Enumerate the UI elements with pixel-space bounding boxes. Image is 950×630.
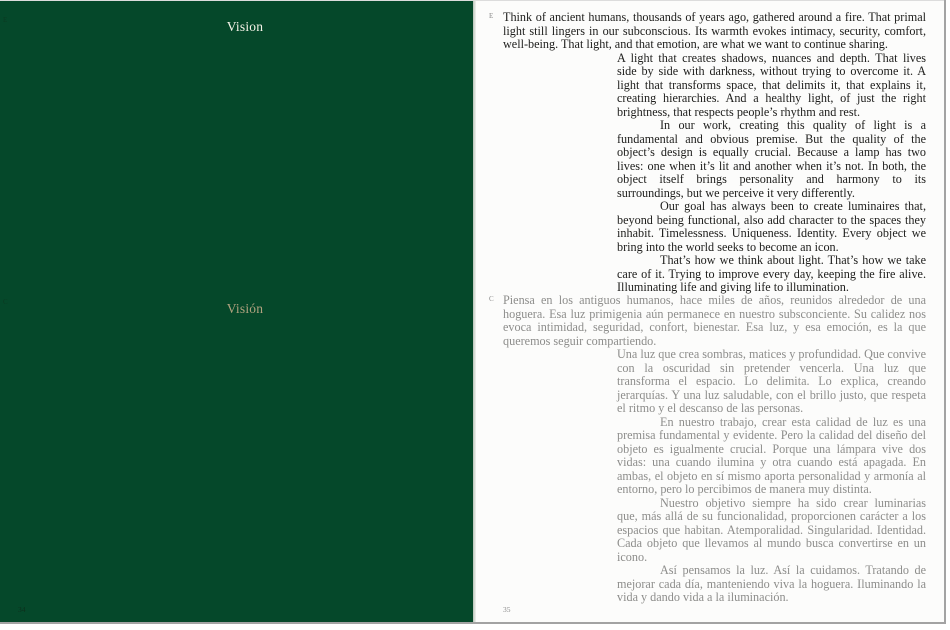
spread-top-edge bbox=[0, 0, 946, 1]
english-paragraph: That’s how we think about light. That’s how we take care of it. Trying to improve every day, keeping the fire alive. Illuminating life and giving life to illumination. bbox=[617, 253, 926, 294]
english-paragraph: Our goal has always been to create luminaires that, beyond being functional, also add character to the spaces they inhabit. Timelessness. Uniqueness. Identity. Every object we bring into the world seeks to become an icon. bbox=[617, 199, 926, 254]
english-paragraph: In our work, creating this quality of light is a fundamental and obvious premise. But the quality of the object’s design is equally crucial. Because a lamp has two lives: one when it’s lit and another when it’s not. In both, the object itself brings personality and harmony to its surroundings, but we perceive it very differently. bbox=[617, 118, 926, 200]
spanish-paragraph: Una luz que crea sombras, matices y profundidad. Que convive con la oscuridad sin pretender vencerla. Una luz que transforma el espacio. Lo delimita. Lo explica, creando jerarquías. Y una luz saludable, con el brillo justo, que respeta el ritmo y el descanso de las personas. bbox=[617, 347, 926, 415]
spanish-text-block bbox=[489, 293, 926, 605]
english-paragraph: A light that creates shadows, nuances and depth. That lives side by side with darkness, without trying to overcome it. A light that transforms space, that delimits it, that explains it, creating hierarchies. And a healthy light, of just the right brightness, that respects people’s rhythm and rest. bbox=[617, 50, 926, 119]
vision-title-spanish: Visión bbox=[226, 301, 264, 316]
left-margin-marker-spanish: C bbox=[3, 298, 8, 306]
spanish-indented-block bbox=[617, 348, 926, 605]
spread-bottom-edge bbox=[0, 622, 946, 624]
english-language-marker: E bbox=[489, 12, 494, 20]
spanish-paragraph: Así pensamos la luz. Así la cuidamos. Tratando de mejorar cada día, manteniendo viva la hoguera. Iluminando la vida y dando vida a la iluminación. bbox=[617, 563, 926, 604]
spanish-paragraph: En nuestro trabajo, crear esta calidad de luz es una premisa fundamental y evidente. Pero la calidad del diseño del objeto es igualmente crucial. Porque una lámpara vive dos vidas: una cuando ilumina y otra cuando está apagada. En ambas, el objeto en sí mismo aporta personalidad y armonía al entorno, pero lo percibimos de manera muy distinta. bbox=[617, 414, 926, 496]
left-margin-marker-english: E bbox=[3, 16, 8, 24]
english-text-block bbox=[489, 10, 926, 295]
spread-right-edge bbox=[944, 0, 946, 624]
spanish-paragraph: Nuestro objetivo siempre ha sido crear luminarias que, más allá de su funcionalidad, proporcionen carácter a los espacios que habitan. Atemporalidad. Singularidad. Identidad. Cada objeto que llevamos al mundo busca convertirse en un icono. bbox=[617, 495, 926, 564]
spanish-intro-paragraph: Piensa en los antiguos humanos, hace miles de años, reunidos alrededor de una hoguera. Esa luz primigenia aún permanece en nuestro subsconciente. Su calidez nos evoca intimidad, seguridad, confort, bienestar. Esa luz, y esa emoción, es la que queremos seguir compartiendo. bbox=[503, 293, 926, 348]
vision-title-english: Vision bbox=[226, 19, 264, 34]
spanish-language-marker: C bbox=[489, 295, 494, 303]
right-page bbox=[476, 0, 944, 622]
left-page-number: 34 bbox=[18, 605, 26, 614]
english-indented-block bbox=[617, 52, 926, 295]
left-page bbox=[0, 0, 473, 622]
right-page-number: 35 bbox=[503, 605, 511, 614]
english-intro-paragraph: Think of ancient humans, thousands of years ago, gathered around a fire. That primal light still lingers in our subconscious. Its warmth evokes intimacy, security, comfort, well-being. That light, and that emotion, are what we want to continue sharing. bbox=[503, 10, 926, 51]
